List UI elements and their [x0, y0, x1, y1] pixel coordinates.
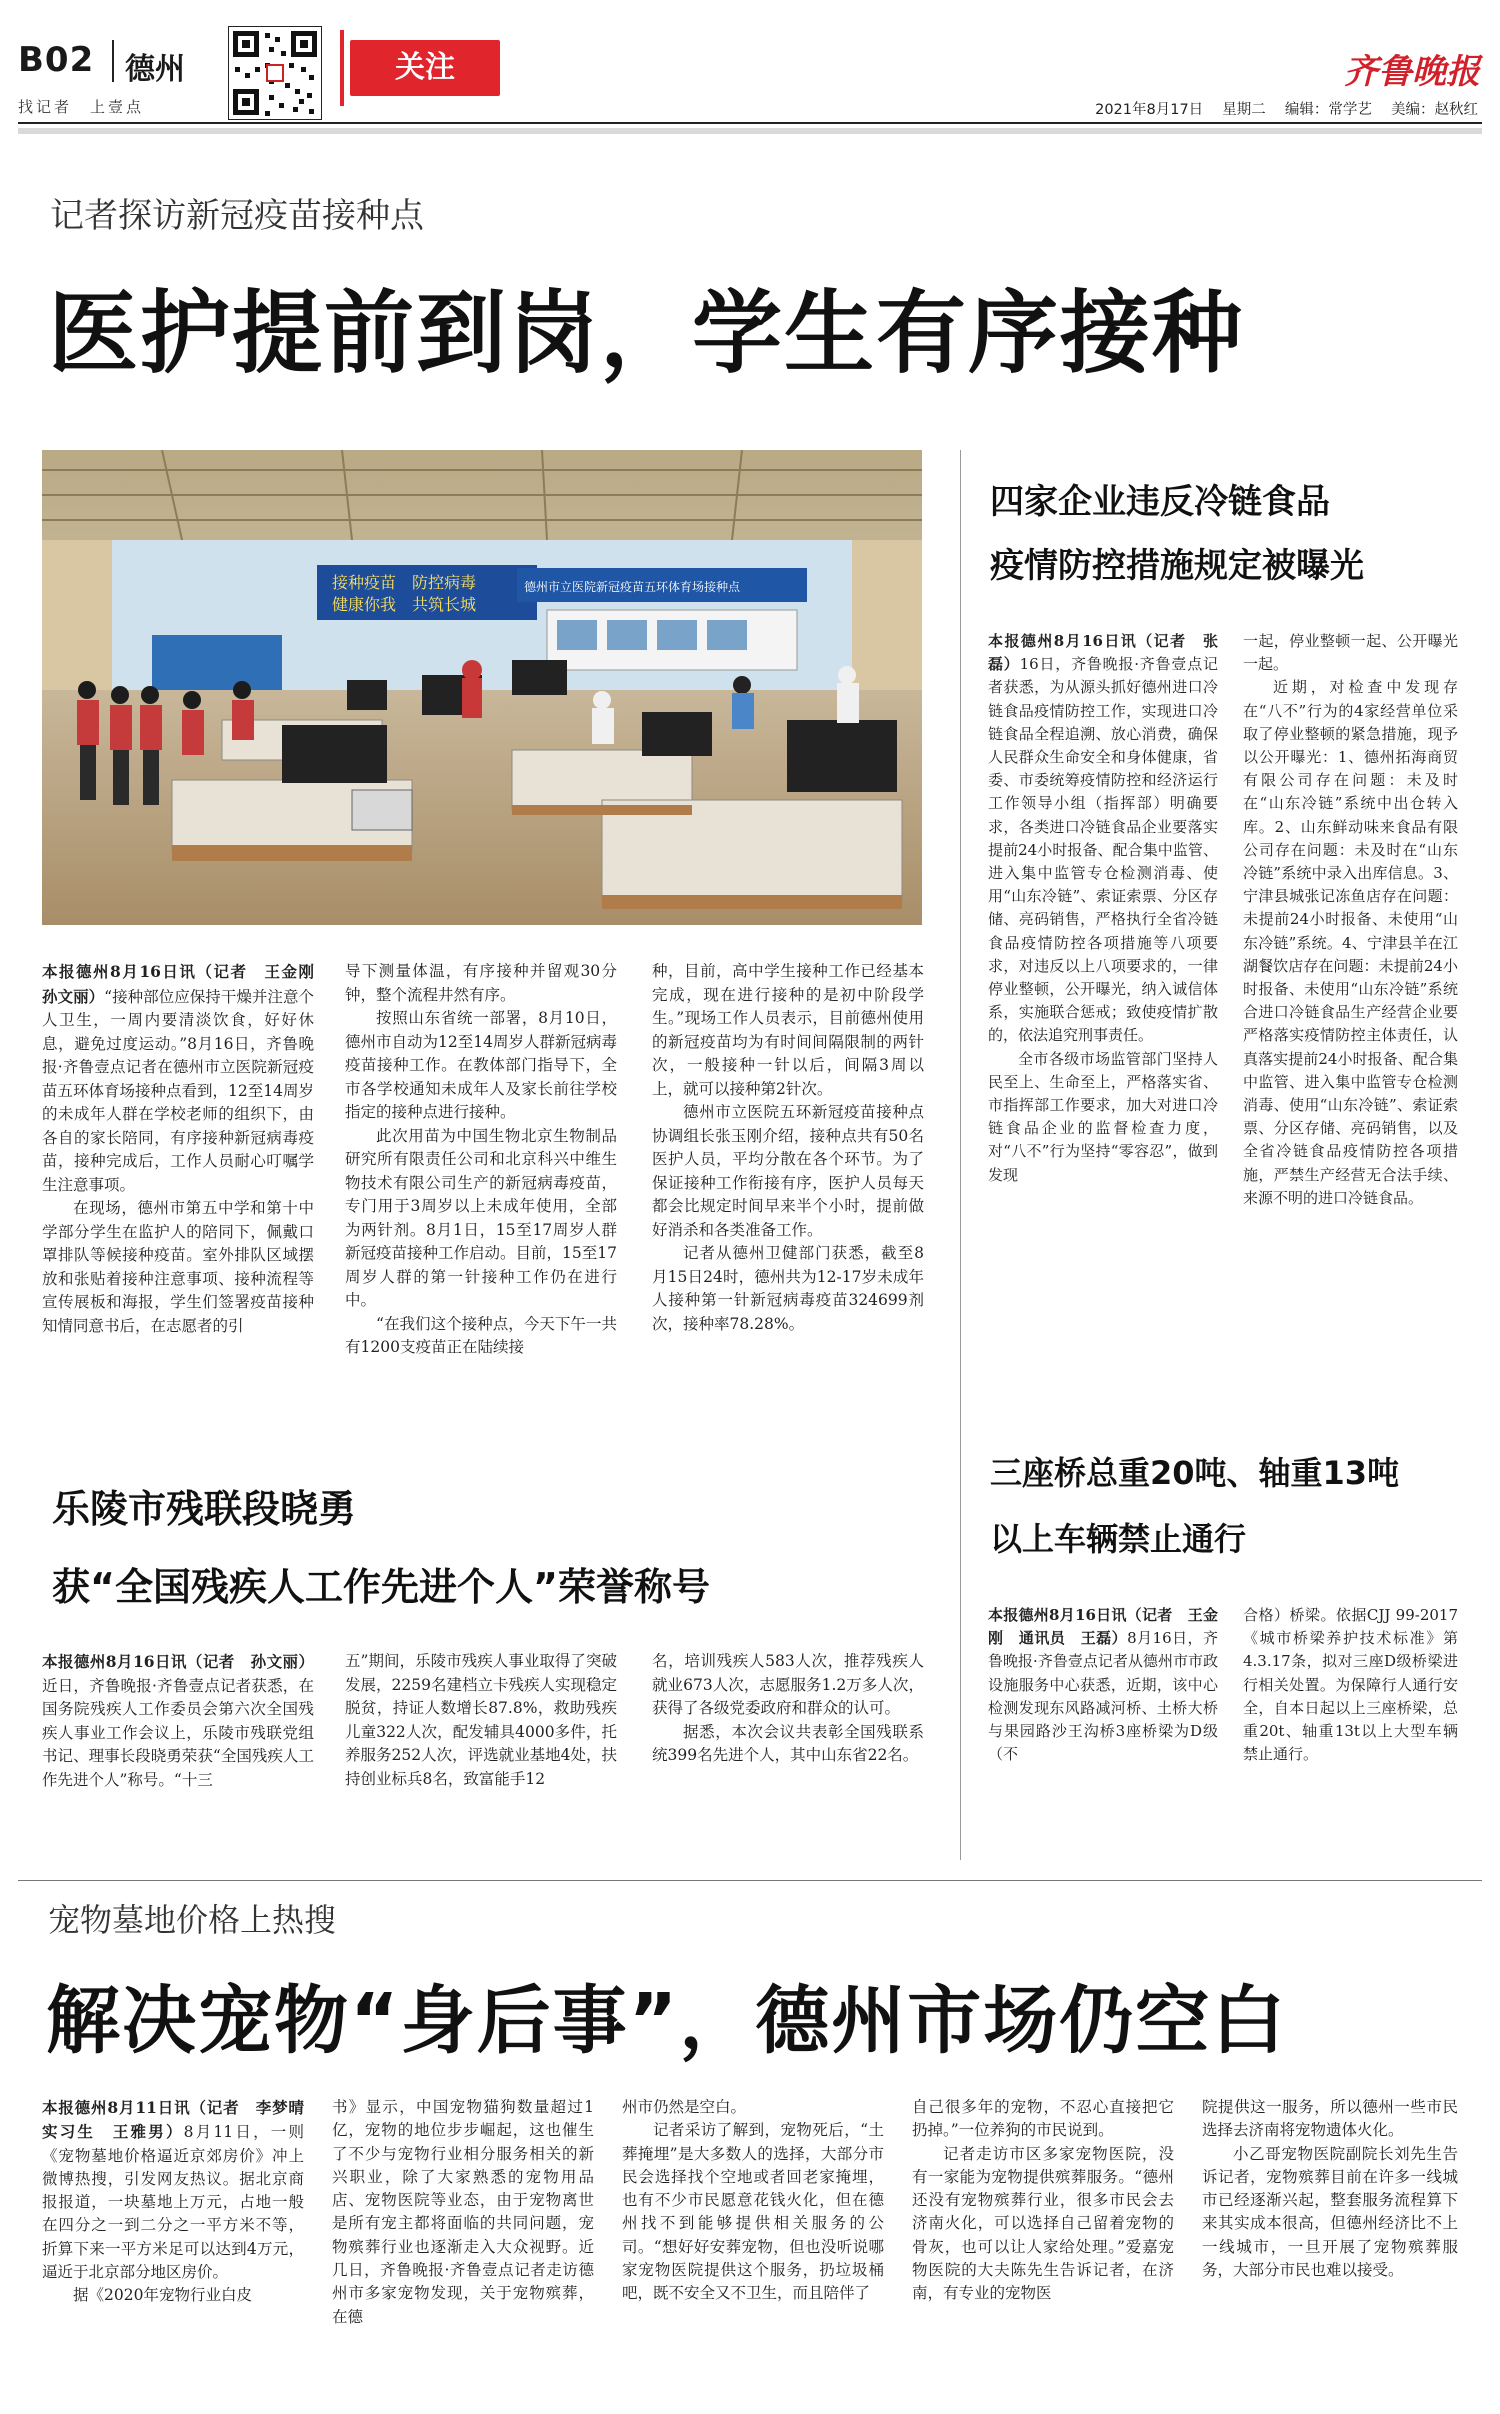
vaccination-site-photo — [42, 450, 922, 925]
header-shadow-rule — [18, 128, 1482, 134]
vaccine-col1-para-2: 在现场，德州市第五中学和第十中学部分学生在监护人的陪同下，佩戴口罩排队等候接种疫苗。室外排队区域摆放和张贴着接种注意事项、接种流程等宣传展板和海报，学生们签署疫苗接种知情同意书后，在志愿者的引 — [42, 1199, 314, 1335]
pet-kicker: 宠物墓地价格上热搜 — [48, 1901, 337, 1939]
vaccine-kicker: 记者探访新冠疫苗接种点 — [50, 196, 424, 236]
coldchain-headline-2: 疫情防控措施规定被曝光 — [990, 546, 1364, 586]
pet-col1-para-2: 据《2020年宠物行业白皮 — [73, 2286, 252, 2305]
pet-section-rule — [18, 1880, 1482, 1881]
photo-slogan-2: 健康你我 共筑长城 — [332, 595, 477, 614]
pet-col5-para-2: 小乙哥宠物医院副院长刘先生告诉记者，宠物殡葬目前在许多一线城市已经逐渐兴起，整套服务流程算下来其实成本很高，但德州经济比不上一线城市，一旦开展了宠物殡葬服务，大部分市民也难以接受。 — [1202, 2144, 1458, 2280]
vaccine-column-3 — [652, 960, 924, 1336]
vaccine-col2-para-1: 导下测量体温，有序接种并留观30分钟，整个流程井然有序。 — [345, 962, 617, 1004]
header-meta — [1095, 98, 1478, 119]
issue-date: 2021年8月17日 — [1095, 102, 1204, 118]
newspaper-logo: 齐鲁晚报 — [1344, 52, 1480, 92]
disabled-col3-para-1: 名，培训残疾人583人次，推荐残疾人就业673人次，志愿服务1.2万多人次，获得了各级党委政府和群众的认可。 — [652, 1652, 924, 1717]
pet-headline: 解决宠物“身后事”，德州市场仍空白 — [46, 1978, 1288, 2064]
header-divider — [112, 40, 114, 82]
bridge-col1-para-1: 8月16日，齐鲁晚报·齐鲁壹点记者从德州市市政设施服务中心获悉，近期，该中心检测发现东风路减河桥、土桥大桥与果园路沙王沟桥3座桥梁为D级（不 — [988, 1629, 1218, 1764]
pet-column-1 — [42, 2096, 320, 2308]
pet-col4-para-1: 自己很多年的宠物，不忍心直接把它扔掉。”一位养狗的市民说到。 — [912, 2098, 1174, 2140]
vaccine-col2-para-2: 按照山东省统一部署，8月10日，德州市自动为12至14周岁人群新冠病毒疫苗接种工作。在教体部门指导下，全市各学校通知未成年人及家长前往学校指定的接种点进行接种。 — [345, 1009, 617, 1121]
coldchain-col2-para-2: 近期，对检查中发现存在“八不”行为的4家经营单位采取了停业整顿的紧急措施，现予以公开曝光：1、德州拓海商贸有限公司存在问题：未及时在“山东冷链”系统中出仓转入库。2、山东鲜动味来食品有限公司存在问题：未及时在“山东冷链”系统中录入出库信息。3、宁津县城张记冻鱼店存在问题：未提前24小时报备、未使用“山东冷链”系统。4、宁津县羊在江湖餐饮店存在问题：未提前24小时报备、未使用“山东冷链”系统合进口冷链食品生产经营企业要严格落实疫情防控主体责任，认真落实提前24小时报备、配合集中监管、进入集中监管专仓检测消毒、使用“山东冷链”、索证索票、分区存储、亮码销售，以及全省冷链食品疫情防控各项措施，严禁生产经营无合法手续、来源不明的进口冷链食品。 — [1243, 678, 1458, 1207]
editor-credit: 编辑：常学艺 — [1284, 102, 1372, 118]
badge-accent-bar — [340, 30, 344, 106]
disabled-column-1 — [42, 1650, 314, 1792]
coldchain-column-1 — [988, 630, 1218, 1187]
coldchain-dateline: 本报德州8月16日讯（记者 张磊） — [988, 632, 1218, 674]
vaccine-col3-para-1: 种，目前，高中学生接种工作已经基本完成，现在进行接种的是初中阶段学生。”现场工作人员表示，目前德州使用的新冠疫苗均为有时间间隔限制的两针次，一般接种一针以后，间隔3周以上，就可以接种第2针次。 — [652, 962, 924, 1098]
vaccine-column-1 — [42, 960, 330, 1338]
pet-col2-para-1: 书》显示，中国宠物猫狗数量超过1亿，宠物的地位步步崛起，这也催生了不少与宠物行业相分服务相关的新兴职业，除了大家熟悉的宠物用品店、宠物医院等业态，由于宠物离世是所有宠主都将面临的共同问题，宠物殡葬行业也逐渐走入大众视野。近几日，齐鲁晚报·齐鲁壹点记者走访德州市多家宠物发现，关于宠物殡葬，在德 — [332, 2098, 594, 2326]
pet-col5-para-1: 院提供这一服务，所以德州一些市民选择去济南将宠物遗体火化。 — [1202, 2098, 1458, 2140]
column-divider — [960, 450, 961, 1860]
photo-slogan-1: 接种疫苗 防控病毒 — [332, 573, 477, 592]
coldchain-col1-para-1: 16日，齐鲁晚报·齐鲁壹点记者获悉，为从源头抓好德州进口冷链食品疫情防控工作，实现进口冷链食品全程追溯、放心消费，确保人民群众生命安全和身体健康，省委、市委统筹疫情防控和经济运行工作领导小组（指挥部）明确要求，各类进口冷链食品企业要落实提前24小时报备、配合集中监管、进入集中监管专仓检测消毒、使用“山东冷链”、索证索票、分区存储、亮码销售，严格执行全省冷链食品疫情防控各项措施等八项要求，对违反以上八项要求的，一律停业整顿，公开曝光，纳入诚信体系，实施联合惩戒；致使疫情扩散的，依法追究刑事责任。 — [988, 655, 1218, 1045]
pet-column-5 — [1202, 2096, 1458, 2282]
pet-column-4 — [912, 2096, 1174, 2306]
pet-col1-para-1: 8月11日，一则《宠物墓地价格逼近京郊房价》冲上微博热搜，引发网友热议。据北京商报报道，一块墓地上万元，占地一般在四分之一到二分之一平方米不等，折算下来一平方米足可以达到4万元，逼近于北京部分地区房价。 — [42, 2123, 304, 2282]
coldchain-column-2 — [1243, 630, 1458, 1210]
pet-col4-para-2: 记者走访市区多家宠物医院，没有一家能为宠物提供殡葬服务。“德州还没有宠物殡葬行业，很多市民会去济南火化，可以选择自己留着宠物的骨灰，也可以让人家给处理。”爱嘉宠物医院的大夫陈先生告诉记者，在济南，有专业的宠物医 — [912, 2144, 1174, 2303]
pet-col3-para-2: 记者采访了解到，宠物死后，“土葬掩埋”是大多数人的选择，大部分市民会选择找个空地或者回老家掩埋，也有不少市民愿意花钱火化，但在德州找不到能够提供相关服务的公司。“想好好安葬宠物，但也没听说哪家宠物医院提供这个服务，扔垃圾桶吧，既不安全又不卫生，而且陪伴了 — [622, 2121, 884, 2303]
bridge-column-2 — [1243, 1604, 1458, 1766]
bridge-col2-para-1: 合格）桥梁。依据CJJ 99-2017《城市桥梁养护技术标准》第4.3.17条，拟对三座D级桥梁进行相关处置。为保障行人通行安全，自本日起以上三座桥梁，总重20t、轴重13t以上大型车辆禁止通行。 — [1243, 1606, 1458, 1764]
header-subtitle: 找记者 上壹点 — [18, 98, 145, 116]
focus-badge[interactable]: 关注 — [350, 40, 500, 96]
disabled-col2-para-1: 五”期间，乐陵市残疾人事业取得了突破发展，2259名建档立卡残疾人实现稳定脱贫，持证人数增长87.8%，救助残疾儿童322人次，配发辅具4000多件，托养服务252人次，评选就业基地4处，扶持创业标兵8名，致富能手12 — [345, 1652, 617, 1788]
pet-dateline: 本报德州8月11日讯（记者 李梦晴 实习生 王雅男） — [42, 2098, 320, 2142]
vaccine-headline: 医护提前到岗，学生有序接种 — [48, 281, 1244, 386]
bridge-headline-2: 以上车辆禁止通行 — [990, 1520, 1247, 1558]
disabled-dateline: 本报德州8月16日讯（记者 孙文丽） — [42, 1652, 314, 1671]
issue-weekday: 星期二 — [1222, 102, 1266, 118]
vaccine-dateline: 本报德州8月16日讯（记者 王金刚 孙文丽） — [42, 962, 330, 1006]
photo-banner-text: 德州市立医院新冠疫苗五环体育场接种点 — [524, 580, 741, 594]
coldchain-headline-1: 四家企业违反冷链食品 — [990, 482, 1330, 522]
disabled-col3-para-2: 据悉，本次会议共表彰全国残联系统399名先进个人，其中山东省22名。 — [652, 1722, 924, 1764]
disabled-column-2 — [345, 1650, 617, 1791]
disabled-col1-para-1: 近日，齐鲁晚报·齐鲁壹点记者获悉，在国务院残疾人工作委员会第六次全国残疾人事业工作会议上，乐陵市残联党组书记、理事长段晓勇荣获“全国残疾人工作先进个人”称号。“十三 — [42, 1676, 314, 1789]
bridge-headline-1: 三座桥总重20吨、轴重13吨 — [990, 1454, 1400, 1492]
vaccine-column-2 — [345, 960, 617, 1360]
page-code: B02 — [18, 40, 95, 80]
qr-code-icon[interactable] — [228, 26, 322, 120]
pet-column-2 — [332, 2096, 594, 2329]
disabled-headline-2: 获“全国残疾人工作先进个人”荣誉称号 — [52, 1565, 710, 1609]
vaccine-col2-para-4: “在我们这个接种点，今天下午一共有1200支疫苗正在陆续接 — [345, 1314, 617, 1356]
coldchain-col2-para-1: 一起，停业整顿一起、公开曝光一起。 — [1243, 632, 1458, 674]
vaccine-col3-para-3: 记者从德州卫健部门获悉，截至8月15日24时，德州共为12-17岁未成年人接种第一针新冠病毒疫苗324699剂次，接种率78.28%。 — [652, 1244, 924, 1333]
vaccine-col2-para-3: 此次用苗为中国生物北京生物制品研究所有限责任公司和北京科兴中维生物技术有限公司生产的新冠病毒疫苗，专门用于3周岁以上未成年使用，全部为两针剂。8月1日，15至17周岁人群新冠疫苗接种工作启动。目前，15至17周岁人群的第一针接种工作仍在进行中。 — [345, 1126, 617, 1309]
designer-credit: 美编：赵秋红 — [1391, 102, 1478, 118]
disabled-column-3 — [652, 1650, 924, 1768]
section-city: 德州 — [125, 52, 185, 87]
disabled-headline-1: 乐陵市残联段晓勇 — [52, 1487, 357, 1531]
coldchain-col1-para-2: 全市各级市场监管部门坚持人民至上、生命至上，严格落实省、市指挥部工作要求，加大对进口冷链食品企业的监督检查力度，对“八不”行为坚持“零容忍”，做到发现 — [988, 1049, 1218, 1184]
header-rule — [18, 122, 1482, 124]
pet-col3-para-1: 州市仍然是空白。 — [622, 2098, 747, 2116]
vaccine-col1-para-1: “接种部位应保持干燥并注意个人卫生，一周内要清淡饮食，好好休息，避免过度运动。”8月16日，齐鲁晚报·齐鲁壹点记者在德州市立医院新冠疫苗五环体育场接种点看到，12至14周岁的未成年人群在学校老师的组织下，由各自的家长陪同，有序接种新冠病毒疫苗，接种完成后，工作人员耐心叮嘱学生注意事项。 — [42, 987, 314, 1194]
bridge-dateline: 本报德州8月16日讯（记者 王金刚 通讯员 王磊） — [988, 1606, 1218, 1648]
pet-column-3 — [622, 2096, 884, 2306]
vaccine-col3-para-2: 德州市立医院五环新冠疫苗接种点协调组长张玉刚介绍，接种点共有50名医护人员，平均分散在各个环节。为了保证接种工作衔接有序，医护人员每天都会比规定时间早来半个小时，提前做好消杀和各类准备工作。 — [652, 1103, 924, 1239]
bridge-column-1 — [988, 1604, 1218, 1766]
